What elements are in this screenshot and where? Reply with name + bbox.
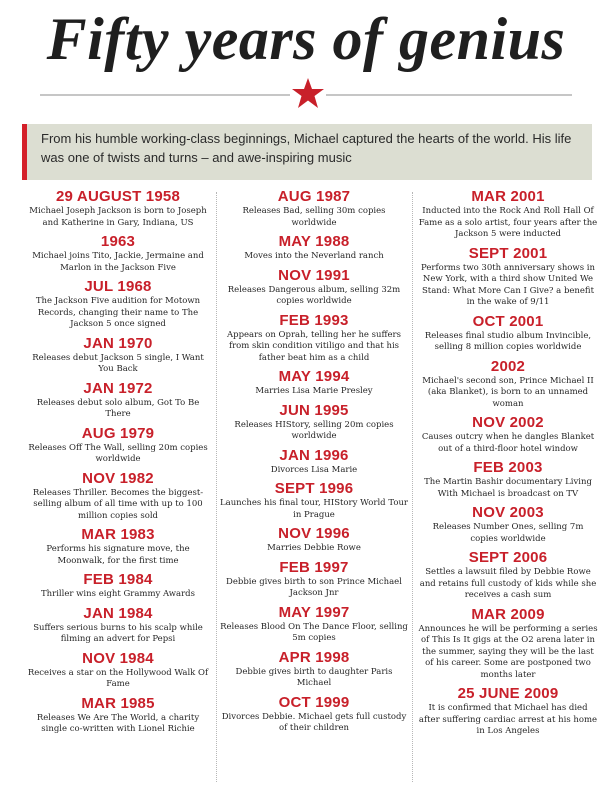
star-icon	[291, 77, 325, 109]
timeline-entry	[414, 504, 602, 545]
timeline-date: AUG 1979	[81, 424, 155, 442]
timeline-entry	[216, 480, 412, 521]
timeline-text: Marries Debbie Rowe	[267, 543, 361, 553]
timeline-entry	[22, 605, 214, 646]
timeline-text: Debbie gives birth to son Prince Michael Jackson Jnr	[226, 576, 402, 598]
timeline-entry	[22, 335, 214, 376]
timeline-entry	[22, 278, 214, 331]
timeline-entry	[216, 368, 412, 398]
timeline-text: Suffers serious burns to his scalp while filming an advert for Pepsi	[33, 622, 203, 644]
timeline-date: 2002	[490, 357, 526, 375]
timeline-entry	[414, 685, 602, 738]
timeline-date: JAN 1996	[279, 446, 349, 464]
timeline-entry	[414, 459, 602, 500]
timeline-date: NOV 2003	[472, 504, 544, 521]
timeline-text: Michael's second son, Prince Michael II (aka Blanket), is born to an unnamed woman	[422, 375, 594, 409]
timeline-text: Appears on Oprah, telling her he suffers from skin condition vitiligo and that his father beat him as a child	[227, 329, 401, 363]
column-divider	[412, 192, 413, 782]
timeline-date: SEPT 2006	[468, 549, 548, 566]
page-title: Fifty years of genius	[46, 6, 566, 72]
timeline-entry	[22, 571, 214, 601]
timeline-date: OCT 1999	[278, 693, 350, 711]
timeline-text: Causes outcry when he dangles Blanket out of a third-floor hotel window	[421, 432, 595, 454]
timeline-date: NOV 1996	[278, 525, 350, 542]
timeline-text: The Jackson Five audition for Motown Records, changing their name to The Jackson 5 once signed	[35, 296, 201, 329]
timeline-entry	[22, 188, 214, 229]
timeline-text: Marries Lisa Marie Presley	[255, 386, 373, 396]
timeline-text: Announces he will be performing a series of This Is It gigs at the O2 arena later in the summer, saying they will be the last of his career. Some are postponed two months later	[418, 623, 598, 680]
timeline-date: 1963	[100, 233, 136, 250]
timeline-date: MAY 1988	[278, 233, 350, 250]
timeline-entry	[414, 549, 602, 602]
timeline-entry	[22, 650, 214, 691]
timeline-date: NOV 1984	[82, 649, 154, 667]
timeline-text: Inducted into the Rock And Roll Hall Of Fame as a solo artist, four years after the Jackson 5 were inducted	[418, 206, 598, 239]
timeline-entry	[414, 313, 602, 354]
timeline-date: AUG 1987	[277, 188, 351, 205]
timeline-date: SEPT 2001	[468, 244, 548, 262]
intro-text: From his humble working-class beginnings, Michael captured the hearts of the world. His life was one of twists and turns – and awe-inspiring music	[41, 131, 572, 165]
timeline-entry	[22, 425, 214, 466]
timeline-date: APR 1998	[278, 648, 350, 666]
timeline-date: JAN 1984	[83, 604, 153, 622]
timeline-date: MAR 2001	[471, 188, 545, 205]
timeline-text: Releases final studio album Invincible, selling 8 million copies worldwide	[424, 330, 592, 352]
timeline-entry	[216, 447, 412, 477]
timeline-text: Divorces Lisa Marie	[270, 464, 358, 475]
timeline-text: Releases Bad, selling 30m copies worldwide	[242, 206, 386, 228]
timeline-text: Releases Thriller. Becomes the biggest-selling album of all time with up to 100 million copies sold	[32, 487, 204, 521]
timeline-text: Moves into the Neverland ranch	[244, 251, 384, 261]
title-rule-left	[40, 94, 290, 96]
timeline-text: Thriller wins eight Grammy Awards	[41, 589, 195, 599]
timeline-entry	[22, 380, 214, 421]
timeline-text: Releases Blood On The Dance Floor, selling 5m copies	[220, 621, 408, 643]
timeline-entry	[216, 604, 412, 645]
timeline-text: Settles a lawsuit filed by Debbie Rowe and retains full custody of kids while she receives a cash sum	[419, 567, 597, 600]
timeline-entry	[414, 358, 602, 411]
timeline-column-1	[22, 188, 214, 740]
timeline-column-3	[414, 188, 602, 742]
timeline-entry	[216, 267, 412, 308]
timeline-entry	[414, 606, 602, 682]
timeline-entry	[216, 694, 412, 735]
timeline-date: JUN 1995	[279, 401, 349, 419]
timeline-date: JUL 1968	[84, 278, 152, 295]
timeline-text: Releases Number Ones, selling 7m copies worldwide	[432, 522, 584, 544]
timeline-date: FEB 1993	[279, 311, 349, 329]
timeline-date: MAY 1994	[278, 368, 350, 385]
timeline-entry	[22, 526, 214, 567]
timeline-date: JAN 1972	[83, 379, 153, 397]
timeline-date: 25 JUNE 2009	[457, 685, 559, 702]
timeline-text: Debbie gives birth to daughter Paris Michael	[235, 666, 393, 688]
timeline-text: Michael Joseph Jackson is born to Joseph and Katherine in Gary, Indiana, US	[29, 206, 207, 228]
timeline-entry	[216, 233, 412, 263]
timeline-text: Releases Off The Wall, selling 20m copies worldwide	[28, 442, 208, 464]
title-rule-right	[326, 94, 572, 96]
timeline-text: Releases HIStory, selling 20m copies worldwide	[234, 419, 394, 441]
timeline-date: FEB 1997	[279, 558, 349, 576]
timeline-text: The Martin Bashir documentary Living With Michael is broadcast on TV	[424, 477, 592, 499]
timeline-text: Divorces Debbie. Michael gets full custody of their children	[221, 711, 407, 733]
timeline-date: MAR 1985	[81, 694, 155, 712]
timeline-date: JAN 1970	[83, 334, 153, 352]
timeline-text: Launches his final tour, HIStory World Tour in Prague	[220, 498, 408, 520]
timeline-text: Receives a star on the Hollywood Walk Of Fame	[27, 667, 209, 689]
timeline-entry	[414, 414, 602, 455]
timeline-text: Releases debut Jackson 5 single, I Want You Back	[32, 352, 204, 374]
timeline-date: NOV 1982	[82, 469, 154, 487]
timeline-date: NOV 1991	[278, 266, 350, 284]
timeline-entry	[22, 470, 214, 523]
timeline-text: Releases debut solo album, Got To Be There	[36, 397, 200, 419]
timeline-date: FEB 1984	[83, 571, 153, 588]
timeline-date: 29 AUGUST 1958	[56, 188, 180, 205]
timeline-column-2	[216, 188, 412, 739]
timeline-date: MAR 2009	[471, 605, 545, 623]
timeline-entry	[216, 402, 412, 443]
timeline-date: SEPT 1996	[274, 480, 354, 497]
timeline-entry	[216, 188, 412, 229]
timeline-text: Releases We Are The World, a charity single co-written with Lionel Richie	[36, 712, 200, 734]
timeline-entry	[414, 188, 602, 241]
timeline-entry	[216, 525, 412, 555]
timeline-date: MAY 1997	[278, 603, 350, 621]
timeline-date: OCT 2001	[472, 312, 544, 330]
timeline-text: Performs his signature move, the Moonwalk, for the first time	[46, 544, 190, 566]
timeline-text: Michael joins Tito, Jackie, Jermaine and Marlon in the Jackson Five	[32, 251, 204, 273]
timeline-entry	[216, 312, 412, 365]
timeline-text: It is confirmed that Michael has died after suffering cardiac arrest at his home in Los Angeles	[418, 703, 598, 736]
timeline-entry	[22, 233, 214, 274]
timeline-date: NOV 2002	[472, 414, 544, 431]
intro-panel	[22, 124, 592, 180]
timeline-text: Performs two 30th anniversary shows in New York, with a third show United We Stand: What More Can I Give? a benefit in the wake of 9/11	[421, 262, 595, 307]
timeline-entry	[216, 649, 412, 690]
timeline-entry	[414, 245, 602, 309]
timeline-entry	[22, 695, 214, 736]
timeline-date: FEB 2003	[473, 459, 543, 476]
timeline-date: MAR 1983	[81, 526, 155, 543]
timeline-entry	[216, 559, 412, 600]
timeline-text: Releases Dangerous album, selling 32m copies worldwide	[227, 284, 401, 306]
